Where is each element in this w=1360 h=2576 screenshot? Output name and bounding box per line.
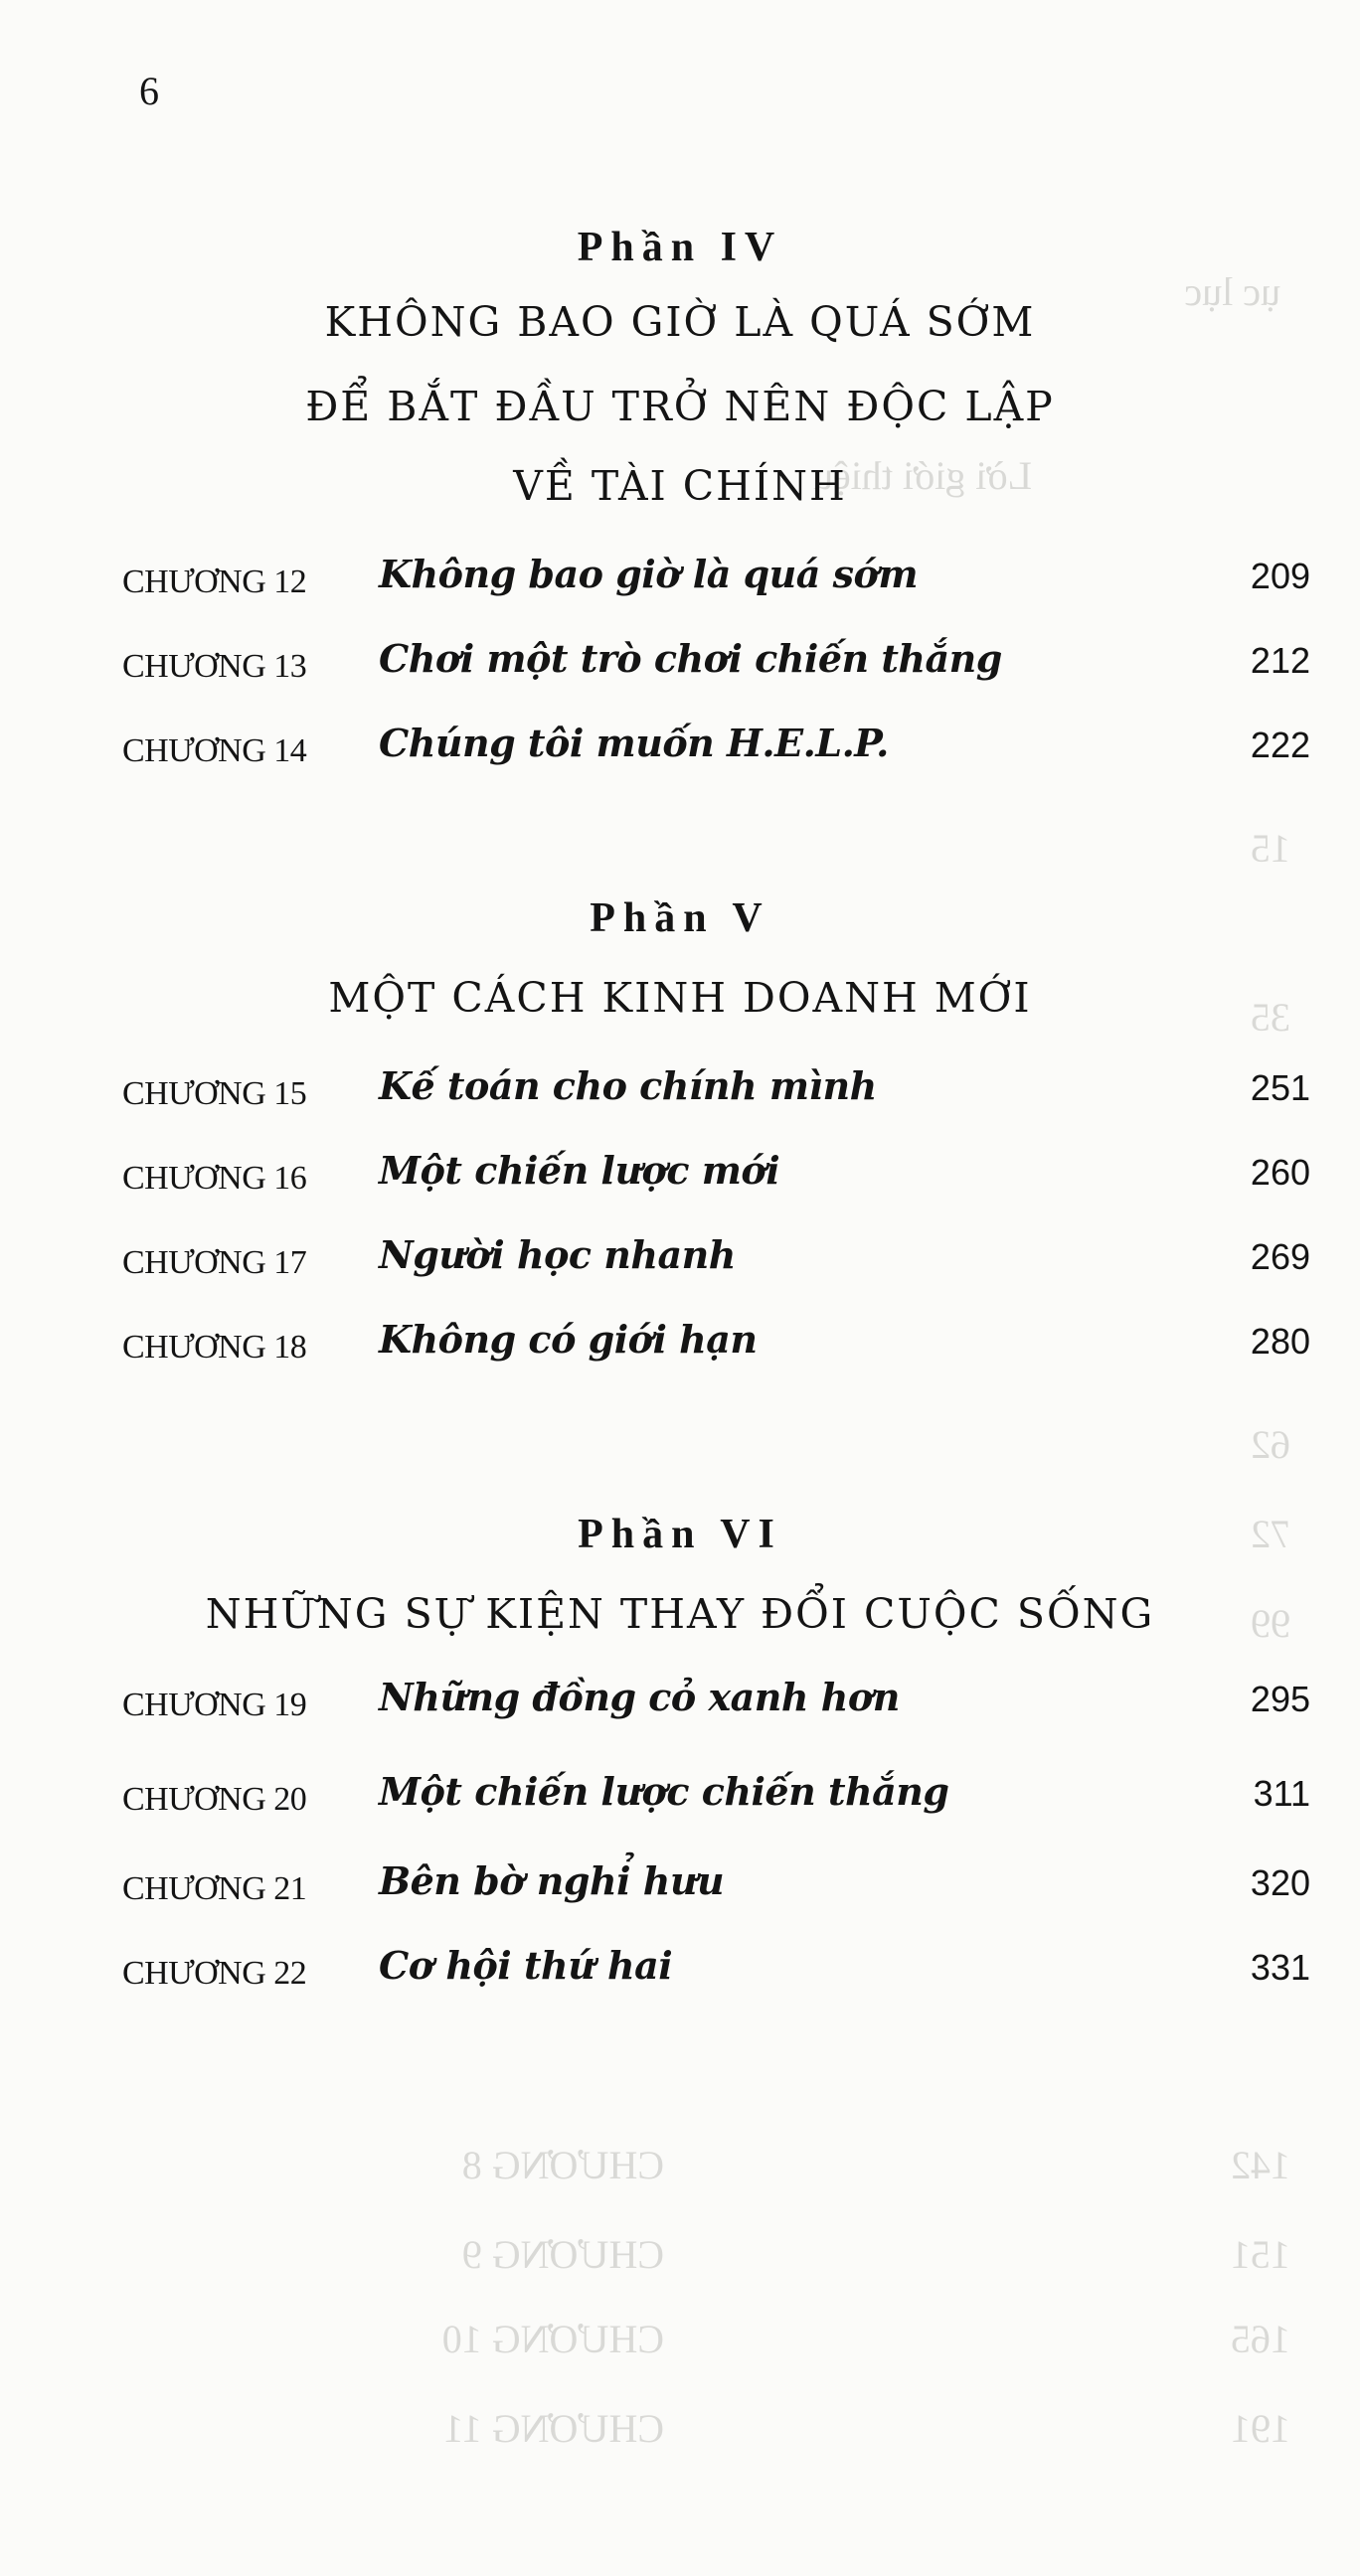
- chapter-label: CHƯƠNG 22: [122, 1955, 307, 1992]
- chapter-title: Chơi một trò chơi chiến thắng: [379, 636, 1002, 681]
- chapter-page-number: 212: [1250, 640, 1310, 681]
- chapter-title: Không có giới hạn: [379, 1317, 758, 1362]
- part-label: Phần IV: [577, 225, 783, 270]
- toc-entry: [122, 1943, 1310, 2003]
- chapter-title: Không bao giờ là quá sớm: [379, 552, 919, 596]
- chapter-label: CHƯƠNG 15: [122, 1075, 307, 1112]
- chapter-label: CHƯƠNG 12: [122, 564, 307, 600]
- chapter-title: Chúng tôi muốn H.E.L.P.: [379, 721, 889, 765]
- chapter-title: Một chiến lược mới: [379, 1148, 780, 1193]
- chapter-label: CHƯƠNG 19: [122, 1687, 307, 1723]
- chapter-page-number: 222: [1250, 724, 1310, 765]
- chapter-title: Kế toán cho chính mình: [379, 1063, 877, 1108]
- bleed-through-texture: ục lục Lời giới thiệu 15 35 62 72 99 142 151 165 191 CHƯƠNG 8 CHƯƠNG 9 CHƯƠNG 10 CHƯƠNG 11: [441, 269, 1290, 2451]
- part-title-line: NHỮNG SỰ KIỆN THAY ĐỔI CUỘC SỐNG: [205, 1590, 1155, 1638]
- chapter-title: Một chiến lược chiến thắng: [379, 1769, 949, 1814]
- chapter-label: CHƯƠNG 16: [122, 1160, 307, 1197]
- part-label: Phần VI: [578, 1512, 782, 1557]
- chapter-label: CHƯƠNG 20: [122, 1781, 307, 1818]
- chapter-label: CHƯƠNG 13: [122, 648, 307, 685]
- part-title-line: MỘT CÁCH KINH DOANH MỚI: [328, 974, 1032, 1022]
- toc-entry: [122, 1317, 1310, 1376]
- toc-entry: [122, 1063, 1310, 1123]
- toc-entry: [122, 1148, 1310, 1208]
- part-title-line: KHÔNG BAO GIỜ LÀ QUÁ SỚM: [324, 298, 1036, 346]
- toc-entry: [122, 1769, 1310, 1829]
- chapter-page-number: 251: [1250, 1067, 1310, 1108]
- part-label: Phần V: [590, 895, 770, 941]
- chapter-label: CHƯƠNG 17: [122, 1244, 307, 1281]
- chapter-label: CHƯƠNG 18: [122, 1329, 307, 1366]
- chapter-title: Người học nhanh: [379, 1232, 736, 1277]
- chapter-page-number: 320: [1250, 1862, 1310, 1903]
- toc-entry: [122, 636, 1310, 696]
- page-number: 6: [139, 69, 159, 113]
- chapter-page-number: 295: [1250, 1679, 1310, 1719]
- toc-entry: [122, 721, 1310, 780]
- chapter-page-number: 269: [1250, 1236, 1310, 1277]
- chapter-title: Cơ hội thứ hai: [379, 1943, 673, 1988]
- chapter-label: CHƯƠNG 21: [122, 1870, 307, 1907]
- chapter-label: CHƯƠNG 14: [122, 732, 307, 769]
- part-title-line: VỀ TÀI CHÍNH: [513, 462, 847, 510]
- part-title-line: ĐỂ BẮT ĐẦU TRỞ NÊN ĐỘC LẬP: [305, 383, 1055, 430]
- chapter-page-number: 209: [1250, 556, 1310, 596]
- toc-entry: [122, 1858, 1310, 1918]
- chapter-title: Bên bờ nghỉ hưu: [379, 1858, 725, 1903]
- chapter-page-number: 260: [1250, 1152, 1310, 1193]
- chapter-title: Những đồng cỏ xanh hơn: [379, 1675, 900, 1719]
- toc-entry: [122, 1675, 1310, 1734]
- chapter-page-number: 311: [1253, 1773, 1310, 1814]
- toc-entry: [122, 1232, 1310, 1292]
- chapter-page-number: 280: [1250, 1321, 1310, 1362]
- toc-entry: [122, 552, 1310, 611]
- chapter-page-number: 331: [1250, 1947, 1310, 1988]
